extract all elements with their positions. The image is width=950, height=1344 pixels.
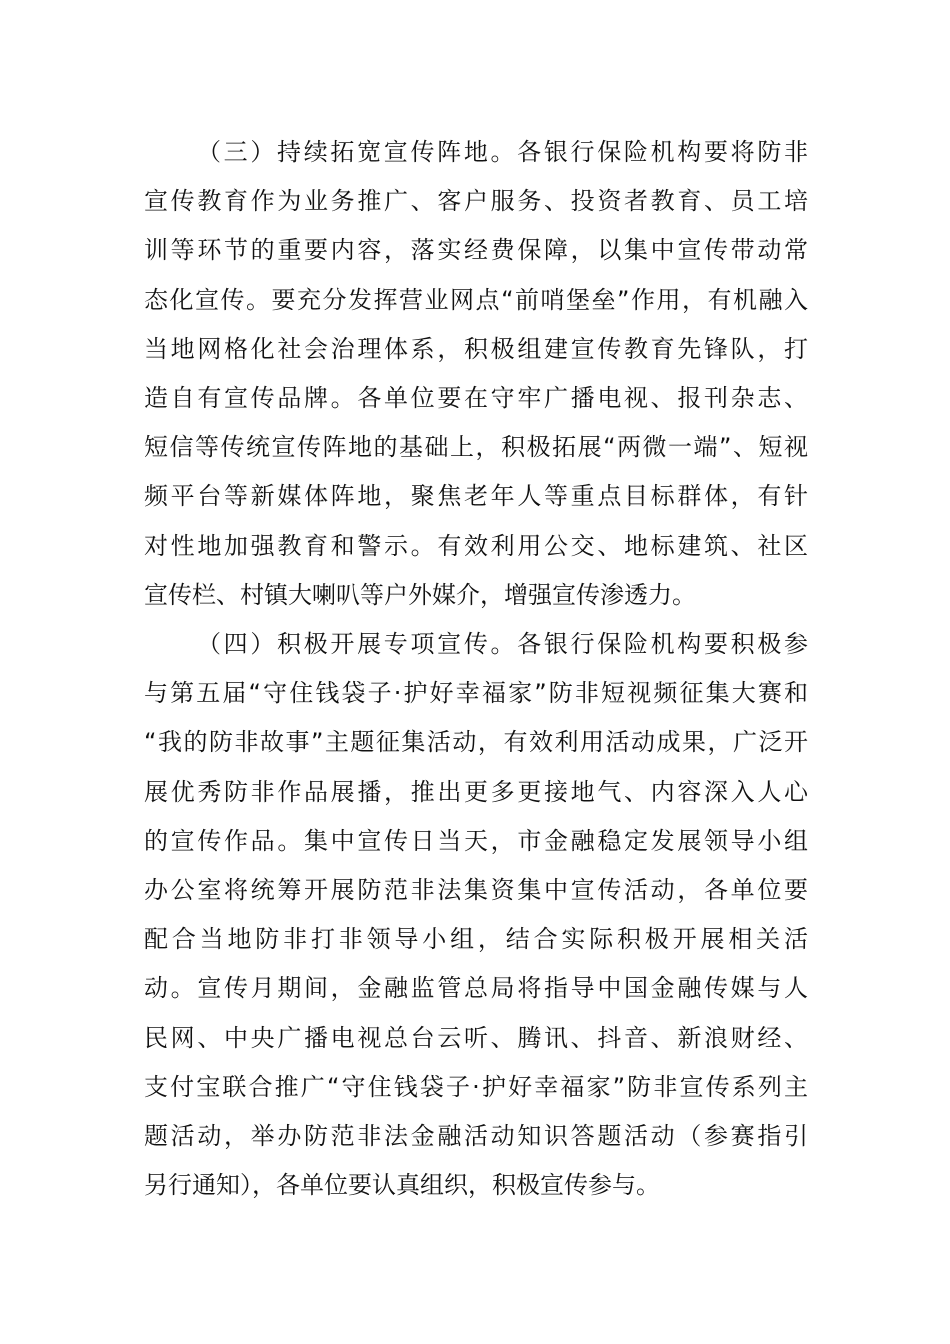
- text-line: （三）持续拓宽宣传阵地。各银行保险机构要将防非: [197, 138, 808, 166]
- text-line: 民网、中央广播电视总台云听、腾讯、抖音、新浪财经、: [144, 1023, 808, 1052]
- paragraph-section-3: [144, 128, 808, 620]
- text-line: 宣传栏、村镇大喇叭等户外媒介，增强宣传渗透力。: [144, 580, 696, 609]
- body-text: [144, 128, 808, 1210]
- text-line: “我的防非故事”主题征集活动，有效利用活动成果，广泛开: [144, 728, 808, 757]
- text-line: 与第五届“守住钱袋子·护好幸福家”防非短视频征集大赛和: [144, 679, 808, 708]
- text-line: 频平台等新媒体阵地，聚焦老年人等重点目标群体，有针: [144, 482, 808, 511]
- paragraph-section-4: [144, 620, 808, 1210]
- text-line: 态化宣传。要充分发挥营业网点“前哨堡垒”作用，有机融入: [144, 285, 808, 314]
- text-line: 当地网格化社会治理体系，积极组建宣传教育先锋队，打: [144, 334, 808, 363]
- text-line: 短信等传统宣传阵地的基础上，积极拓展“两微一端”、短视: [144, 433, 808, 462]
- text-line: 对性地加强教育和警示。有效利用公交、地标建筑、社区: [144, 531, 808, 560]
- text-line: 动。宣传月期间，金融监管总局将指导中国金融传媒与人: [144, 974, 808, 1003]
- text-line: （四）积极开展专项宣传。各银行保险机构要积极参: [197, 630, 808, 659]
- text-line: 训等环节的重要内容，落实经费保障，以集中宣传带动常: [144, 236, 808, 265]
- text-line: 办公室将统筹开展防范非法集资集中宣传活动，各单位要: [144, 876, 808, 905]
- text-line: 另行通知），各单位要认真组织，积极宣传参与。: [144, 1171, 660, 1200]
- text-line: 展优秀防非作品展播，推出更多更接地气、内容深入人心: [144, 777, 808, 806]
- text-line: 支付宝联合推广“守住钱袋子·护好幸福家”防非宣传系列主: [144, 1072, 808, 1101]
- text-line: 配合当地防非打非领导小组，结合实际积极开展相关活: [144, 925, 808, 954]
- text-line: 造自有宣传品牌。各单位要在守牢广播电视、报刊杂志、: [144, 384, 808, 413]
- text-line: 的宣传作品。集中宣传日当天，市金融稳定发展领导小组: [144, 826, 808, 855]
- text-line: 宣传教育作为业务推广、客户服务、投资者教育、员工培: [144, 187, 808, 216]
- text-line: 题活动，举办防范非法金融活动知识答题活动（参赛指引: [144, 1122, 808, 1151]
